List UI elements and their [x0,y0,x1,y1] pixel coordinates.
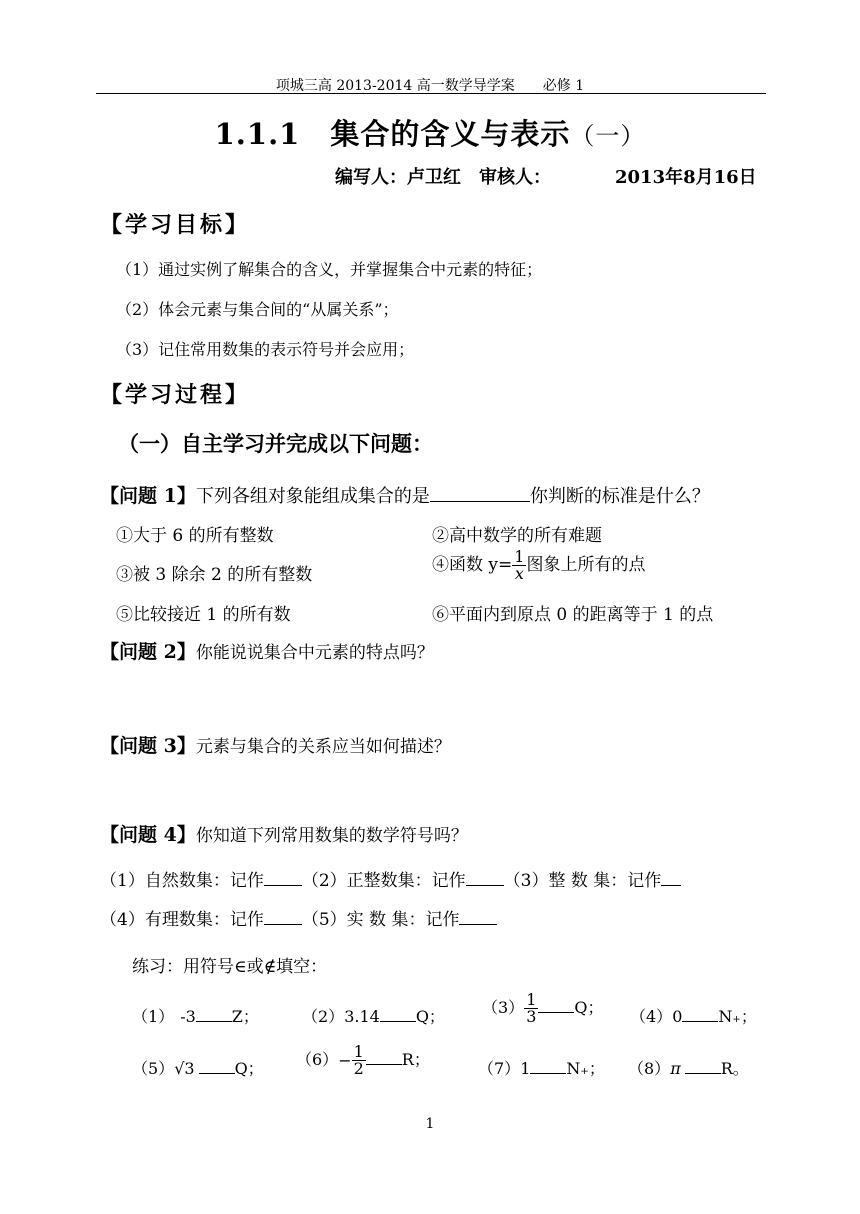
practice-item-set: N₊； [718,1007,757,1026]
question-2-label: 【问题 2】 [100,641,196,663]
goal-item: （2）体会元素与集合间的“从属关系”； [116,300,399,319]
q1-option-function [432,549,645,582]
practice-item-set: R； [401,1050,430,1069]
fraction [352,1044,366,1077]
practice-item-number: （4） [630,1007,673,1026]
answer-blank[interactable] [530,1057,566,1074]
question-1-text: 下列各组对象能组成集合的是 [195,486,430,507]
practice-item-value: 3.14 [344,1007,380,1026]
document-title [0,112,860,153]
practice-item-number: （1） [132,1007,175,1026]
answer-blank[interactable] [380,1005,416,1022]
question-4 [100,820,468,847]
answer-blank[interactable] [538,996,574,1013]
q1-option: ①大于 6 的所有整数 [116,526,274,546]
goal-item: （1）通过实例了解集合的含义，并掌握集合中元素的特征； [116,260,543,279]
practice-item [630,1004,757,1027]
answer-blank[interactable] [685,1057,721,1074]
number-set-item: （4）有理数集：记作 [100,910,264,930]
q1-option: ②高中数学的所有难题 [432,526,602,546]
practice-item-set: Q； [234,1059,264,1078]
practice-item [296,1044,430,1077]
page-number: 1 [425,1116,435,1132]
practice-item [302,1004,445,1027]
number-set-item: （5）实 数 集：记作 [301,910,460,930]
fraction-denominator: 3 [526,1007,537,1026]
answer-blank[interactable] [459,907,497,925]
practice-item-value: π [670,1059,681,1078]
number-set-item: （2）正整数集：记作 [301,871,466,891]
fraction-numerator: 1 [526,990,537,1009]
q1-option: ⑤比较接近 1 的所有数 [116,605,291,625]
title-paren: （一） [570,122,646,150]
practice-item-set: N₊； [566,1059,605,1078]
question-1-label: 【问题 1】 [100,485,196,507]
practice-item-value: 0 [672,1007,683,1026]
answer-blank[interactable] [199,1057,235,1074]
q1-option: ⑥平面内到原点 0 的距离等于 1 的点 [432,605,714,625]
answer-blank[interactable] [196,1005,232,1022]
answer-blank[interactable] [264,868,302,886]
practice-item-value: -3 [180,1007,196,1026]
header-rule [96,93,766,94]
question-2-text: 你能说说集合中元素的特点吗？ [195,643,434,663]
author-line: 编写人：卢卫红 审核人： [335,167,551,188]
process-subheading: （一）自主学习并完成以下问题： [118,431,433,456]
practice-item-set: Z； [231,1007,259,1026]
practice-item [478,1056,605,1079]
practice-item [132,1056,264,1079]
date: 2013年8月16日 [615,167,757,188]
answer-blank[interactable] [661,868,681,886]
question-1 [100,481,710,508]
goals-heading: 【学习目标】 [100,212,251,238]
fraction [524,992,538,1025]
number-set-item: （1）自然数集：记作 [100,871,264,891]
practice-intro: 练习：用符号∈或∉填空： [132,957,328,977]
answer-blank[interactable] [264,907,302,925]
practice-item-value: √3 [174,1059,195,1078]
process-heading: 【学习过程】 [100,382,251,408]
fraction-numerator: 1 [353,1042,364,1061]
answer-blank[interactable] [466,868,504,886]
title-main: 1.1.1 集合的含义与表示 [214,117,571,151]
practice-item [132,1004,259,1027]
practice-item [628,1056,749,1079]
question-3-text: 元素与集合的关系应当如何描述？ [195,737,451,757]
q1-option: ③被 3 除余 2 的所有整数 [116,565,313,585]
answer-blank[interactable] [430,483,530,502]
practice-item-number: （7） [478,1059,521,1078]
goal-item: （3）记住常用数集的表示符号并会应用； [116,340,415,359]
fraction-denominator: 2 [353,1059,364,1078]
practice-item-set: R。 [720,1059,749,1078]
practice-item-number: （6） [296,1050,339,1069]
practice-item-number: （5） [132,1059,175,1078]
practice-item-set: Q； [574,998,604,1017]
q1-option-after: 图象上所有的点 [526,555,646,575]
practice-item-number: （8） [628,1059,671,1078]
number-sets-row-2 [100,905,497,930]
number-sets-row-1 [100,866,681,891]
page-header: 项城三高 2013-2014 高一数学导学案 必修 1 [275,78,585,94]
q1-option: ④函数 y= [432,555,513,575]
practice-item [482,992,604,1025]
practice-item-number: （2） [302,1007,345,1026]
fraction-denominator: x [514,564,524,583]
question-3 [100,731,451,758]
fraction [512,549,526,582]
practice-item-set: Q； [415,1007,445,1026]
fraction-numerator: 1 [514,547,525,566]
practice-item-number: （3） [482,998,525,1017]
practice-item-value: 1 [520,1059,531,1078]
question-1-text-after: 你判断的标准是什么？ [529,486,710,507]
number-set-item: （3）整 数 集：记作 [503,871,662,891]
question-2 [100,637,434,664]
practice-item-sign: − [338,1051,352,1070]
question-4-text: 你知道下列常用数集的数学符号吗？ [195,826,468,846]
question-3-label: 【问题 3】 [100,735,196,757]
answer-blank[interactable] [366,1048,402,1065]
answer-blank[interactable] [682,1005,718,1022]
question-4-label: 【问题 4】 [100,824,196,846]
